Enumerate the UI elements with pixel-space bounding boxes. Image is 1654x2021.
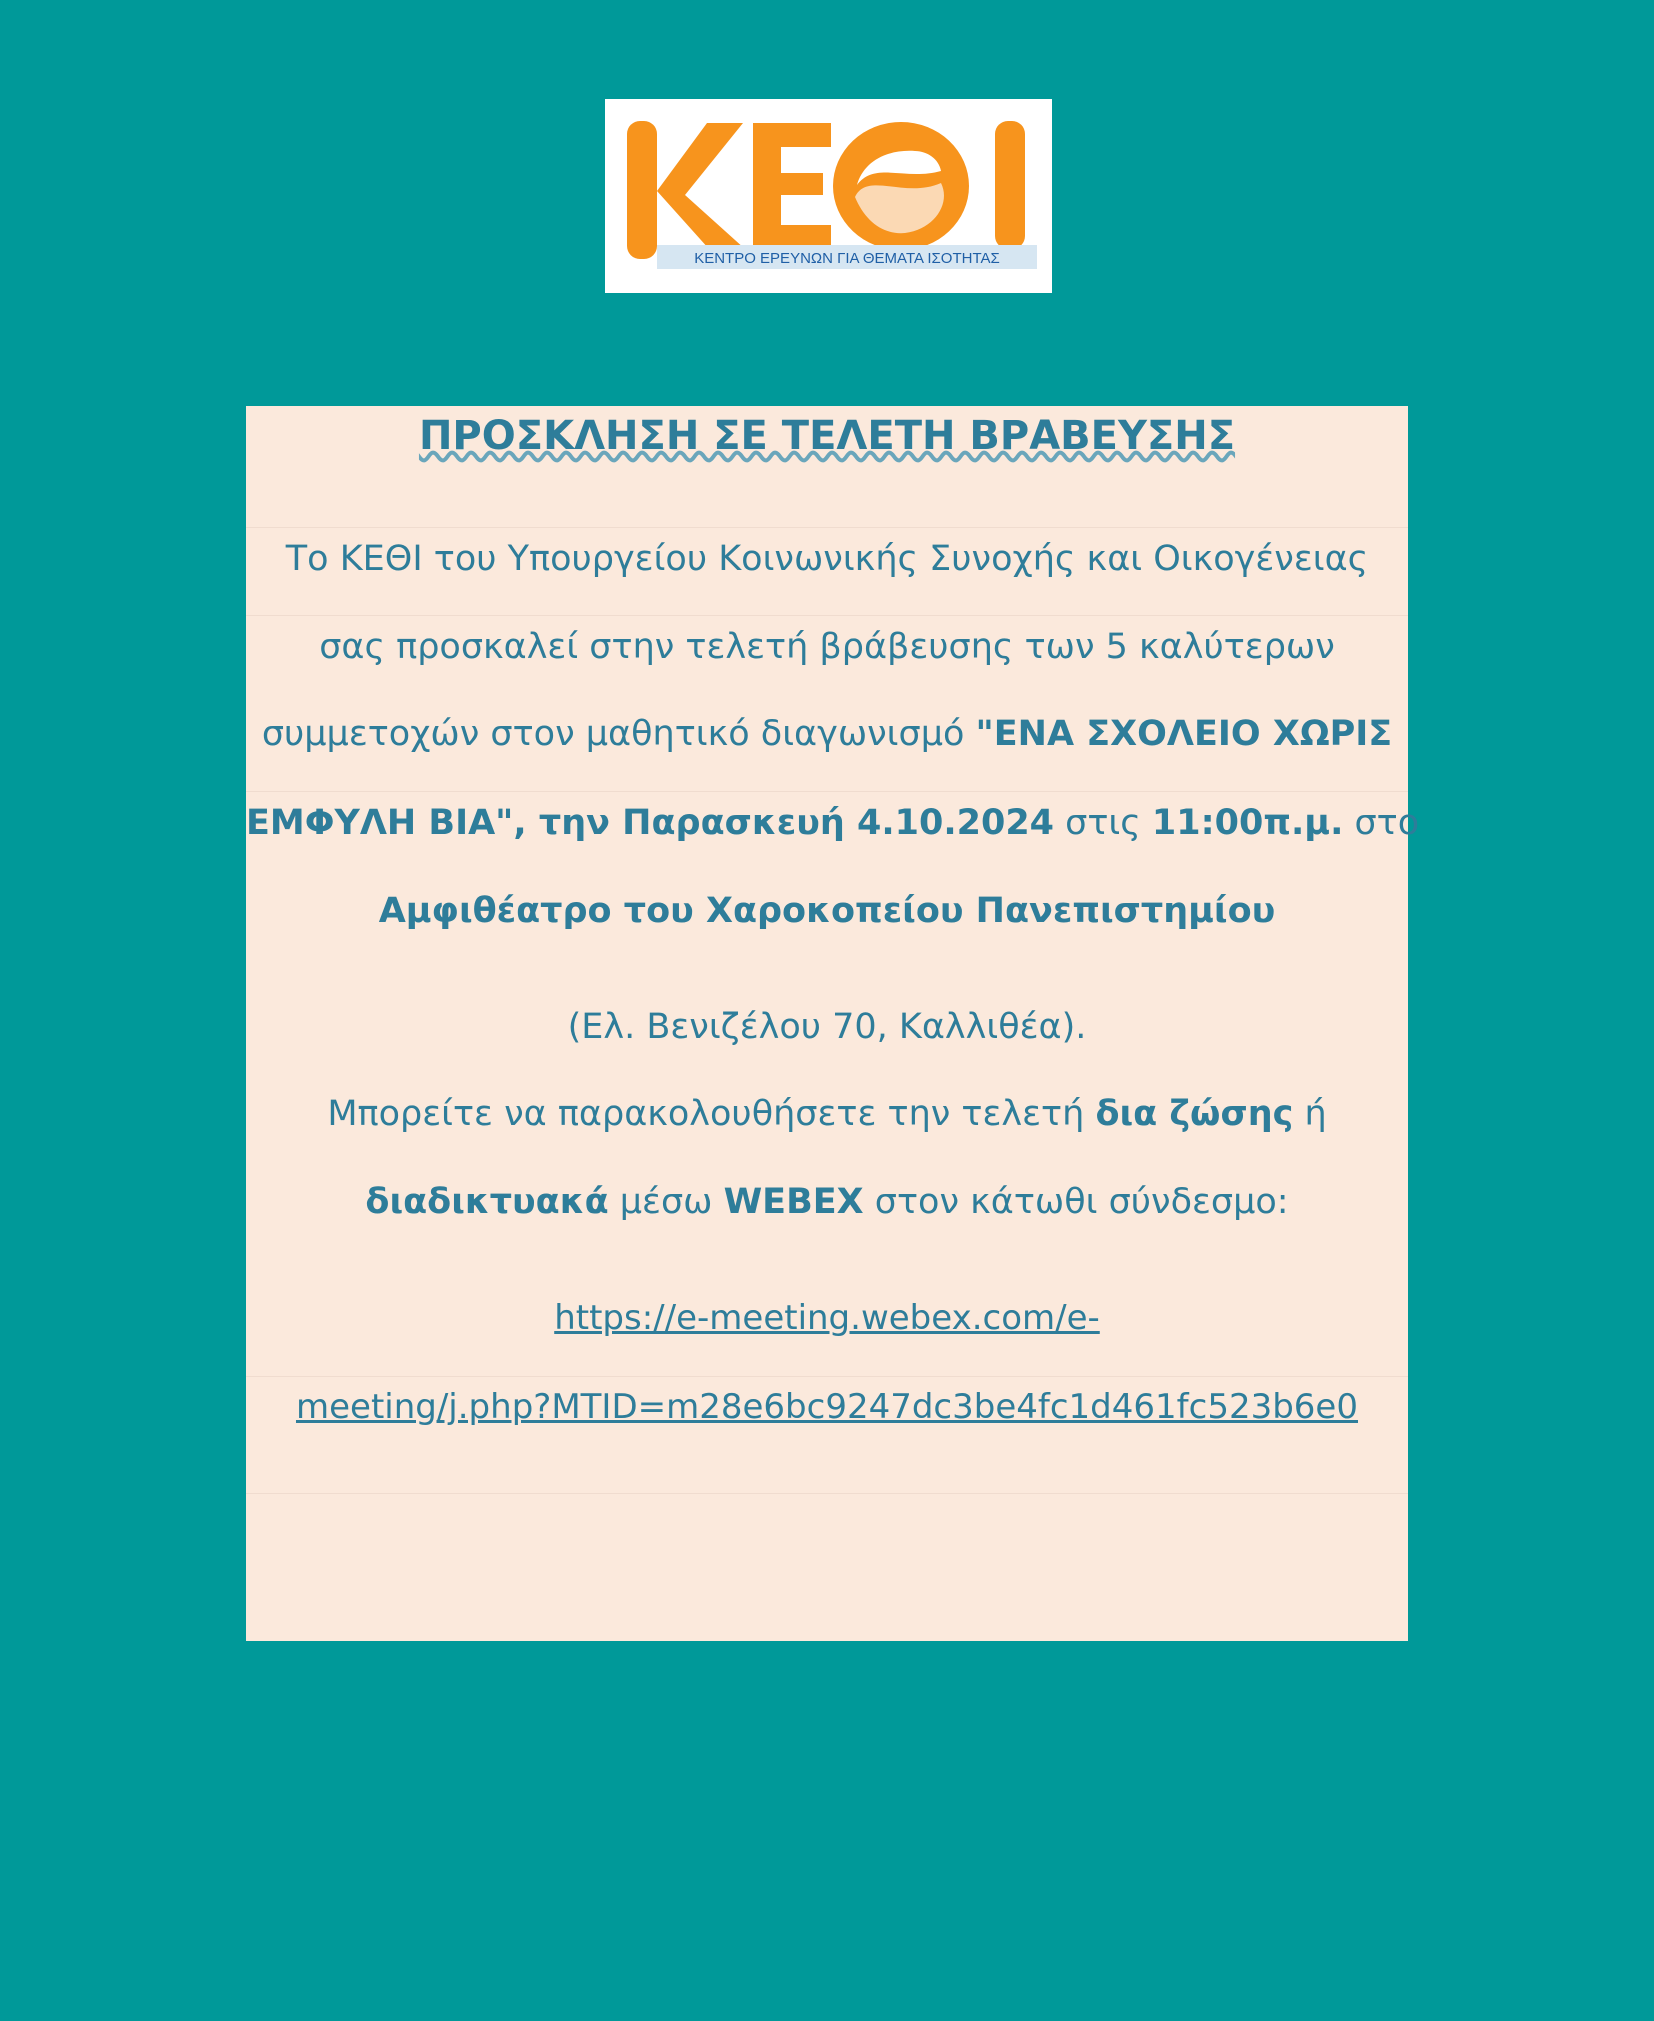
event-venue: Αμφιθέατρο του Χαροκοπείου Πανεπιστημίου [378,891,1276,931]
text-line-1: Το ΚΕΘΙ του Υπουργείου Κοινωνικής Συνοχής και Οικογένειας [285,539,1369,579]
text-line-3 [246,714,1408,754]
logo-subtitle: ΚΕΝΤΡΟ ΕΡΕΥΝΩΝ ΓΙΑ ΘΕΜΑΤΑ ΙΣΟΤΗΤΑΣ [694,250,1000,267]
divider [246,527,1408,528]
invitation-card [246,406,1420,1641]
contest-name-part1: "ΕΝΑ ΣΧΟΛΕΙΟ ΧΩΡΙΣ [975,714,1393,754]
text-line-7 [246,1094,1408,1134]
text-line-8-plain2: στον κάτωθι σύνδεσμο: [863,1182,1289,1222]
text-line-2: σας προσκαλεί στην τελετή βράβευσης των 5 καλύτερων [319,627,1335,667]
divider [246,791,1408,792]
invitation-title: ΠΡΟΣΚΛΗΣΗ ΣΕ ΤΕΛΕΤΗ ΒΡΑΒΕΥΣΗΣ [418,413,1236,459]
text-line-7-plain1: Μπορείτε να παρακολουθήσετε την τελετή [327,1094,1096,1134]
keth-logo [605,99,1052,293]
divider [246,1376,1408,1377]
webex-link-part2[interactable]: meeting/j.php?MTID=m28e6bc9247dc3be4fc1d461fc523b6e0 [295,1387,1358,1427]
webex-link-part1[interactable]: https://e-meeting.webex.com/e- [554,1298,1100,1338]
divider [246,1493,1408,1494]
in-person-label: δια ζώσης [1095,1094,1294,1134]
text-line-4-plain2: στο [1343,803,1420,843]
webex-label: WEBEX [723,1182,864,1222]
online-label: διαδικτυακά [365,1182,609,1222]
text-line-8-plain1: μέσω [608,1182,724,1222]
text-line-8 [246,1182,1408,1222]
text-line-4 [246,803,1420,843]
keth-logo-graphic [605,99,1052,293]
webex-link-line-2 [246,1387,1408,1427]
divider [246,615,1408,616]
text-line-7-plain2: ή [1293,1094,1327,1134]
contest-name-part2-date: ΕΜΦΥΛΗ ΒΙΑ", την Παρασκευή 4.10.2024 [246,803,1055,843]
webex-link-line-1 [246,1298,1408,1338]
text-line-4-plain1: στις [1054,803,1152,843]
event-time: 11:00π.μ. [1151,803,1344,843]
event-address: (Ελ. Βενιζέλου 70, Καλλιθέα). [567,1007,1087,1047]
text-line-3-plain: συμμετοχών στον μαθητικό διαγωνισμό [261,714,976,754]
